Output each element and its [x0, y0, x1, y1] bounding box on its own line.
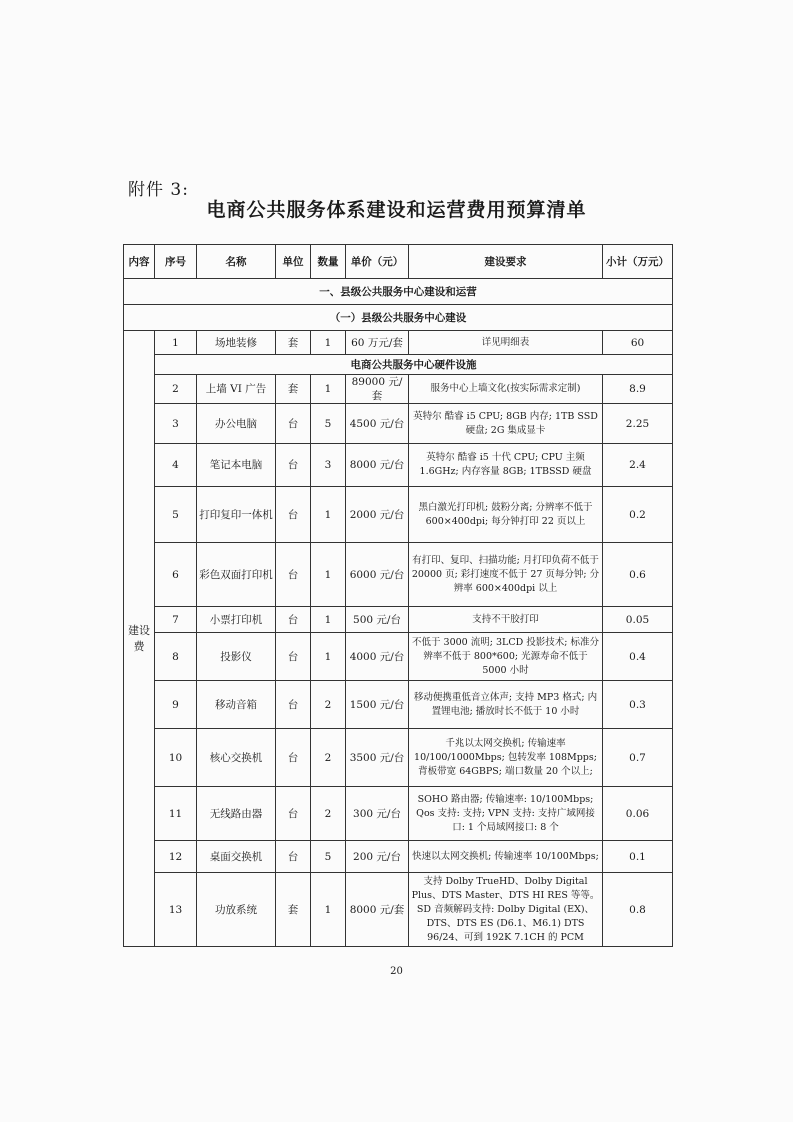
- row-subtotal: 0.1: [603, 841, 673, 873]
- row-requirement: 不低于 3000 流明; 3LCD 投影技术; 标准分辨率不低于 800*600; 光源寿命不低于 5000 小时: [409, 633, 603, 681]
- row-requirement: 有打印、复印、扫描功能; 月打印负荷不低于 20000 页; 彩打速度不低于 27 页每分钟; 分辨率 600×400dpi 以上: [409, 543, 603, 607]
- row-index: 3: [155, 404, 197, 444]
- row-name: 办公电脑: [197, 404, 276, 444]
- section-title: 一、县级公共服务中心建设和运营: [124, 279, 673, 305]
- category-cell: [124, 331, 155, 947]
- row-unit: 台: [276, 633, 311, 681]
- row-price: 8000 元/台: [346, 444, 409, 487]
- row-qty: 2: [311, 787, 346, 841]
- row-name: 打印复印一体机: [197, 487, 276, 543]
- row-name: 核心交换机: [197, 729, 276, 787]
- row-price: 2000 元/台: [346, 487, 409, 543]
- row-subtotal: 0.3: [603, 681, 673, 729]
- row-requirement: SOHO 路由器; 传输速率: 10/100Mbps; Qos 支持: 支持; VPN 支持: 支持广域网接口: 1 个局域网接口: 8 个: [409, 787, 603, 841]
- table-row: [124, 681, 673, 729]
- row-qty: 5: [311, 404, 346, 444]
- row-index: 2: [155, 375, 197, 404]
- header-price: 单价（元）: [346, 245, 409, 279]
- row-unit: 台: [276, 404, 311, 444]
- row-qty: 2: [311, 681, 346, 729]
- row-price: 4500 元/台: [346, 404, 409, 444]
- page-title: 电商公共服务体系建设和运营费用预算清单: [206, 199, 587, 221]
- row-subtotal: 60: [603, 331, 673, 355]
- row-requirement: 英特尔 酷睿 i5 CPU; 8GB 内存; 1TB SSD 硬盘; 2G 集成显卡: [409, 404, 603, 444]
- row-unit: 台: [276, 607, 311, 633]
- row-price: 4000 元/台: [346, 633, 409, 681]
- row-unit: 台: [276, 681, 311, 729]
- table-row: [124, 543, 673, 607]
- row-qty: 1: [311, 607, 346, 633]
- subsection-row: [124, 305, 673, 331]
- row-subtotal: 0.8: [603, 873, 673, 947]
- table-row: [124, 375, 673, 404]
- table-row: [124, 331, 673, 355]
- header-name: 名称: [197, 245, 276, 279]
- row-index: 1: [155, 331, 197, 355]
- row-name: 上墙 VI 广告: [197, 375, 276, 404]
- row-name: 彩色双面打印机: [197, 543, 276, 607]
- hardware-header-row: [124, 355, 673, 375]
- row-index: 6: [155, 543, 197, 607]
- row-requirement: 快速以太网交换机; 传输速率 10/100Mbps;: [409, 841, 603, 873]
- row-name: 桌面交换机: [197, 841, 276, 873]
- table-row: [124, 873, 673, 947]
- row-subtotal: 8.9: [603, 375, 673, 404]
- row-price: 200 元/台: [346, 841, 409, 873]
- row-unit: 台: [276, 841, 311, 873]
- row-requirement: 支持不干胶打印: [409, 607, 603, 633]
- row-unit: 台: [276, 729, 311, 787]
- row-subtotal: 0.2: [603, 487, 673, 543]
- row-index: 4: [155, 444, 197, 487]
- row-name: 小票打印机: [197, 607, 276, 633]
- table-row: [124, 404, 673, 444]
- row-price: 500 元/台: [346, 607, 409, 633]
- row-subtotal: 0.6: [603, 543, 673, 607]
- row-qty: 5: [311, 841, 346, 873]
- budget-table: [123, 244, 673, 947]
- row-index: 10: [155, 729, 197, 787]
- row-index: 9: [155, 681, 197, 729]
- table-row: [124, 787, 673, 841]
- row-subtotal: 2.25: [603, 404, 673, 444]
- row-unit: 台: [276, 444, 311, 487]
- row-qty: 1: [311, 633, 346, 681]
- row-qty: 1: [311, 375, 346, 404]
- row-name: 投影仪: [197, 633, 276, 681]
- attachment-label: 附件 3:: [128, 180, 189, 200]
- table-row: [124, 487, 673, 543]
- row-index: 12: [155, 841, 197, 873]
- row-qty: 1: [311, 873, 346, 947]
- row-subtotal: 0.05: [603, 607, 673, 633]
- row-unit: 套: [276, 331, 311, 355]
- row-requirement: 英特尔 酷睿 i5 十代 CPU; CPU 主频 1.6GHz; 内存容量 8GB; 1TBSSD 硬盘: [409, 444, 603, 487]
- row-price: 60 万元/套: [346, 331, 409, 355]
- row-unit: 台: [276, 543, 311, 607]
- row-price: 300 元/台: [346, 787, 409, 841]
- header-subtotal: 小计（万元）: [603, 245, 673, 279]
- row-index: 8: [155, 633, 197, 681]
- row-name: 无线路由器: [197, 787, 276, 841]
- row-unit: 台: [276, 787, 311, 841]
- page-number: 20: [390, 966, 403, 977]
- row-index: 11: [155, 787, 197, 841]
- table-row: [124, 633, 673, 681]
- row-name: 场地装修: [197, 331, 276, 355]
- row-requirement: 详见明细表: [409, 331, 603, 355]
- row-name: 功放系统: [197, 873, 276, 947]
- table-header-row: [124, 245, 673, 279]
- header-content: 内容: [124, 245, 155, 279]
- row-requirement: 支持 Dolby TrueHD、Dolby Digital Plus、DTS Master、DTS HI RES 等等。SD 音频解码支持: Dolby Digital (EX)、DTS、DTS ES (D6.1、M6.1) DTS 96/24、可到 192K 7.1CH 的 PCM: [409, 873, 603, 947]
- category-label: 建设费: [128, 623, 150, 653]
- row-qty: 1: [311, 331, 346, 355]
- row-price: 1500 元/台: [346, 681, 409, 729]
- row-requirement: 黑白激光打印机; 鼓粉分离; 分辨率不低于 600×400dpi; 每分钟打印 22 页以上: [409, 487, 603, 543]
- row-index: 5: [155, 487, 197, 543]
- row-unit: 套: [276, 873, 311, 947]
- row-subtotal: 0.4: [603, 633, 673, 681]
- row-qty: 1: [311, 487, 346, 543]
- table-row: [124, 444, 673, 487]
- row-price: 89000 元/套: [346, 375, 409, 404]
- row-requirement: 移动便携重低音立体声; 支持 MP3 格式; 内置锂电池; 播放时长不低于 10 小时: [409, 681, 603, 729]
- section-row: [124, 279, 673, 305]
- row-qty: 1: [311, 543, 346, 607]
- row-subtotal: 0.06: [603, 787, 673, 841]
- hardware-header: 电商公共服务中心硬件设施: [155, 355, 673, 375]
- header-qty: 数量: [311, 245, 346, 279]
- table-row: [124, 729, 673, 787]
- row-requirement: 服务中心上墙文化(按实际需求定制): [409, 375, 603, 404]
- subsection-title: （一）县级公共服务中心建设: [124, 305, 673, 331]
- header-requirement: 建设要求: [409, 245, 603, 279]
- row-index: 7: [155, 607, 197, 633]
- row-requirement: 千兆以太网交换机; 传输速率 10/100/1000Mbps; 包转发率 108Mpps; 背板带宽 64GBPS; 端口数量 20 个以上;: [409, 729, 603, 787]
- row-price: 8000 元/套: [346, 873, 409, 947]
- header-index: 序号: [155, 245, 197, 279]
- row-name: 移动音箱: [197, 681, 276, 729]
- row-qty: 3: [311, 444, 346, 487]
- row-subtotal: 0.7: [603, 729, 673, 787]
- table-row: [124, 607, 673, 633]
- table-row: [124, 841, 673, 873]
- row-qty: 2: [311, 729, 346, 787]
- row-index: 13: [155, 873, 197, 947]
- row-subtotal: 2.4: [603, 444, 673, 487]
- row-name: 笔记本电脑: [197, 444, 276, 487]
- row-unit: 台: [276, 487, 311, 543]
- row-unit: 套: [276, 375, 311, 404]
- header-unit: 单位: [276, 245, 311, 279]
- row-price: 6000 元/台: [346, 543, 409, 607]
- row-price: 3500 元/台: [346, 729, 409, 787]
